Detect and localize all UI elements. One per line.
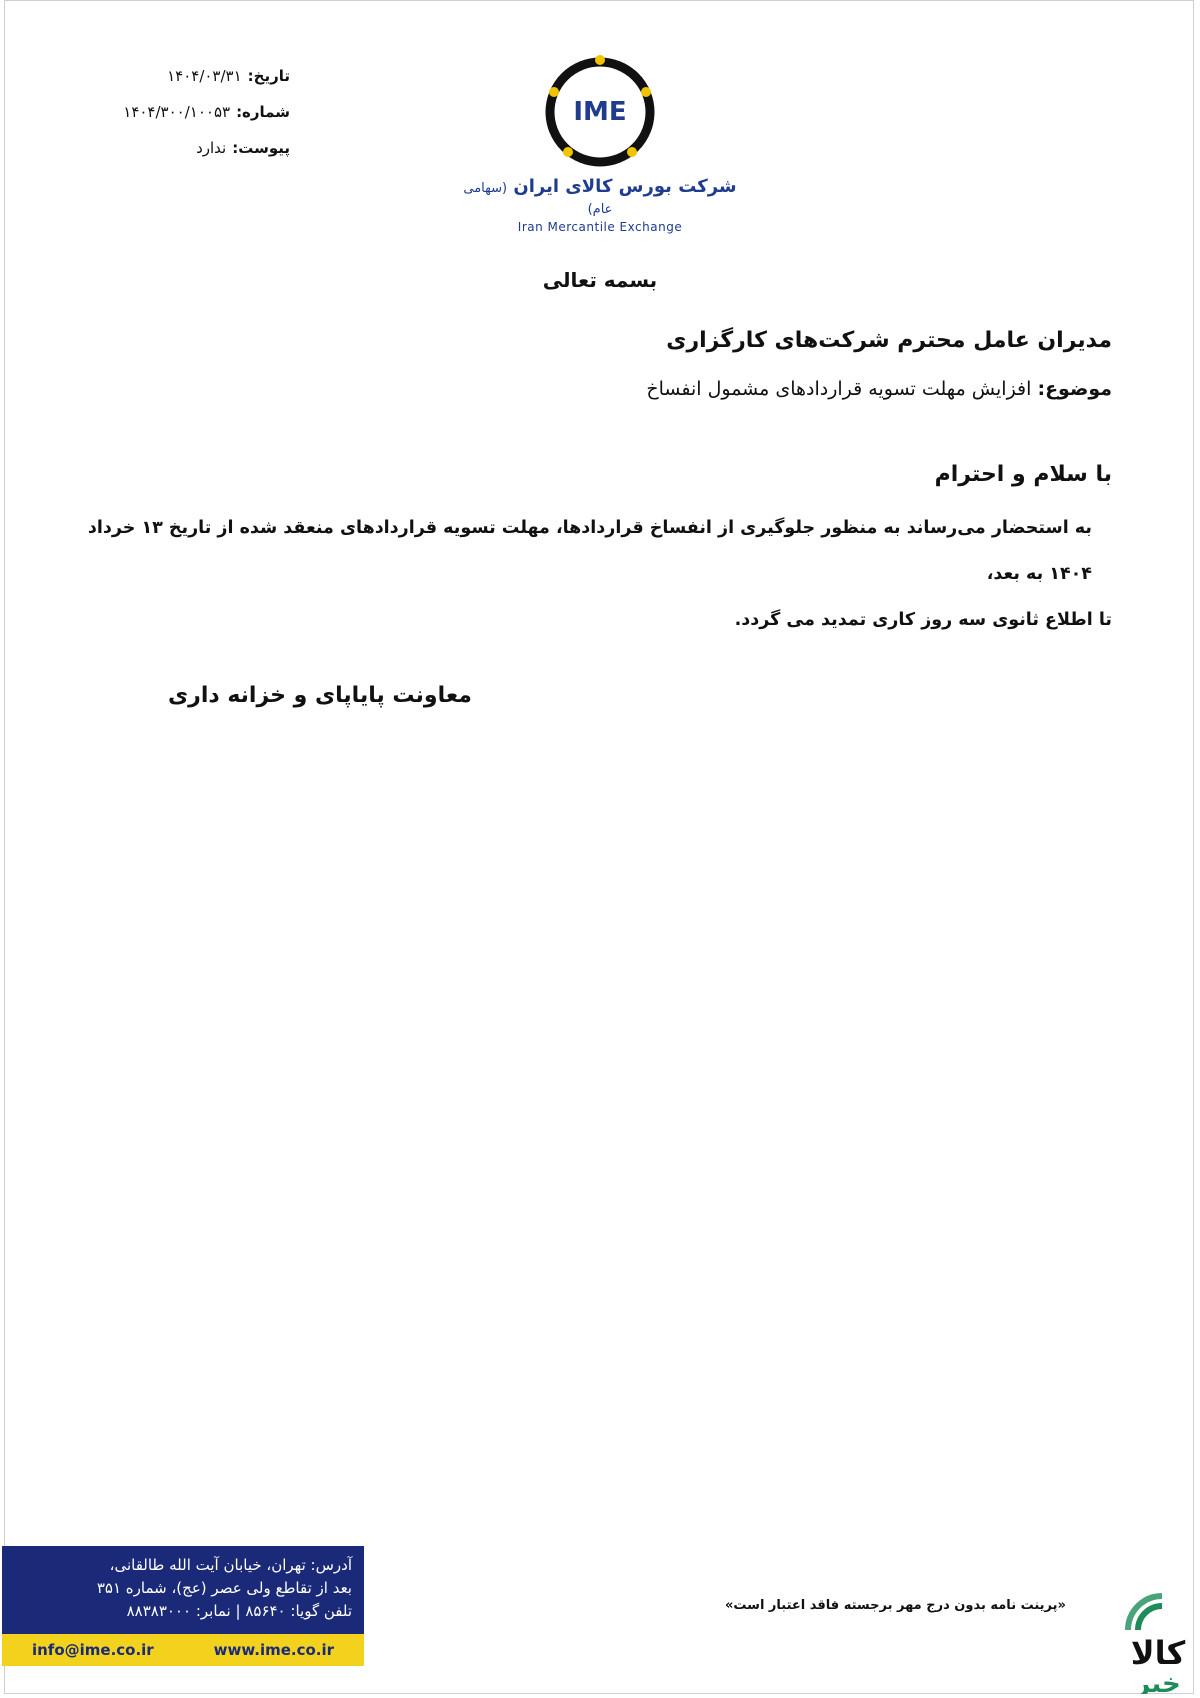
logo-mark-text: IME (573, 97, 627, 127)
address-line-2: بعد از تقاطع ولی عصر (عج)، شماره ۳۵۱ (96, 1579, 352, 1597)
footer-note: «پرینت نامه بدون درج مهر برجسته فاقد اعتبار است» (725, 1598, 1066, 1613)
address-line-3: تلفن گویا: ۸۵۶۴۰ | نمابر: ۸۸۳۸۳۰۰۰ (126, 1602, 352, 1620)
footer-address-box (2, 1546, 364, 1658)
body-line-2: تا اطلاع ثانوی سه روز کاری تمدید می گردد. (734, 610, 1112, 630)
date-row (110, 58, 290, 94)
subject-line (646, 378, 1112, 400)
company-logo (455, 52, 745, 234)
date-value: ۱۴۰۴/۰۳/۳۱ (167, 67, 242, 85)
company-name-fa (455, 176, 745, 218)
signature: معاونت پایاپای و خزانه داری (168, 683, 472, 708)
date-label: تاریخ: (247, 67, 290, 85)
kala-khabar-watermark (1098, 1592, 1196, 1698)
attachment-label: پیوست: (232, 139, 290, 157)
subject-label: موضوع: (1037, 378, 1112, 400)
recipient: مدیران عامل محترم شرکت‌های کارگزاری (666, 328, 1112, 353)
body-line-1: به استحضار می‌رساند به منظور جلوگیری از انفساخ قراردادها، مهلت تسویه قراردادهای منعقد شده از تاریخ ۱۳ خرداد ۱۴۰۴ به بعد، (87, 518, 1092, 584)
footer-contacts (2, 1634, 364, 1666)
watermark-text-bottom: خبر (1135, 1669, 1181, 1694)
footer-email[interactable]: info@ime.co.ir (31, 1641, 154, 1659)
page-border (4, 0, 1194, 1694)
footer-address (2, 1546, 364, 1623)
attachment-value: ندارد (196, 139, 227, 157)
company-name-fa-suffix: (سهامی عام) (463, 181, 613, 217)
letter-body (82, 505, 1112, 643)
address-line-1: آدرس: تهران، خیابان آیت الله طالقانی، (109, 1556, 352, 1574)
watermark-text-top: کالا (1130, 1634, 1186, 1672)
company-name-en: Iran Mercantile Exchange (517, 220, 683, 234)
bismillah-heading: بسمه تعالی (542, 268, 658, 292)
letter-meta (110, 58, 290, 166)
number-label: شماره: (236, 103, 290, 121)
footer-website[interactable]: www.ime.co.ir (213, 1641, 335, 1659)
attachment-row (110, 130, 290, 166)
greeting: با سلام و احترام (934, 462, 1112, 487)
company-name-fa-main: شرکت بورس کالای ایران (513, 176, 737, 197)
number-value: ۱۴۰۴/۳۰۰/۱۰۰۵۳ (123, 103, 231, 121)
kala-khabar-logo-icon (1098, 1592, 1196, 1694)
ime-logo-icon (540, 52, 660, 172)
number-row (110, 94, 290, 130)
subject-value: افزایش مهلت تسویه قراردادهای مشمول انفساخ (646, 378, 1032, 400)
